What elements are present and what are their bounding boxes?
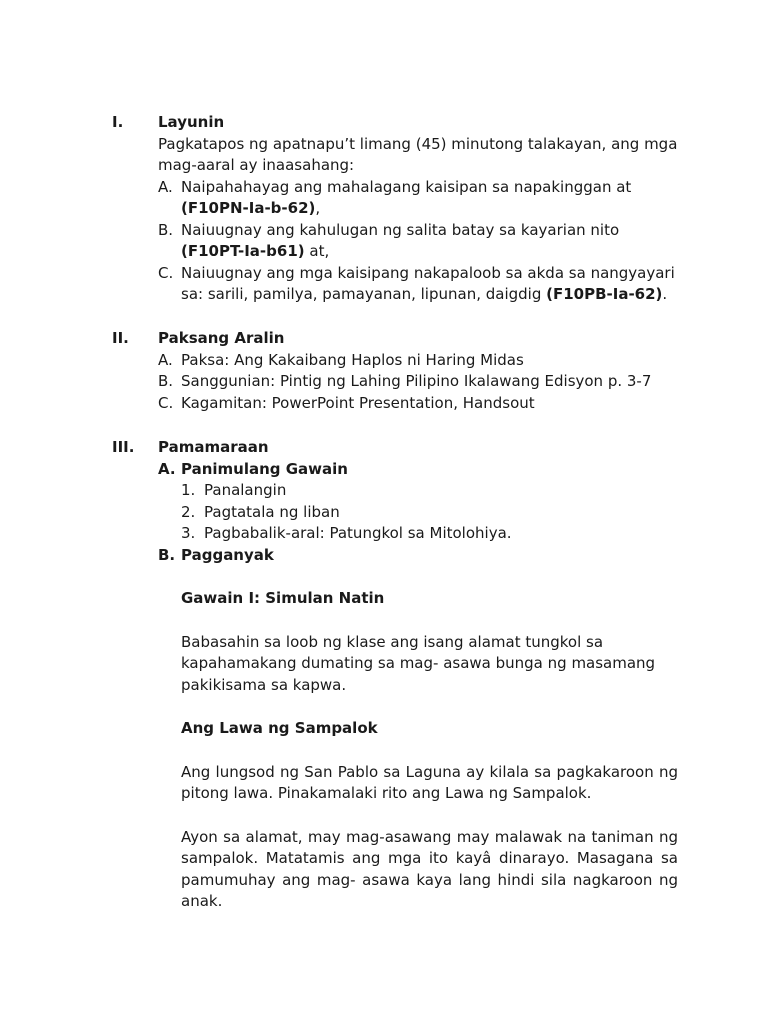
section-numeral: III. [112, 438, 135, 456]
list-item-text: Naiuugnay ang mga kaisipang nakapaloob sa akda sa nangyayari sa: sarili, pamilya, pamayanan, lipunan, daigdig [181, 263, 675, 303]
competency-code: (F10PT-Ia-b61) [181, 242, 305, 260]
competency-code: (F10PN-Ia-b-62) [181, 199, 316, 217]
story-paragraph-2: Ayon sa alamat, may mag-asawang may malawak na taniman ng sampalok. Matatamis ang mga ito kayâ dinarayo. Masagana sa pamumuhay ang mag- asawa kaya lang hindi sila nagkaroon ng anak. [181, 827, 678, 910]
list-item [158, 371, 678, 393]
list-item-text: Naiuugnay ang kahulugan ng salita batay sa kayarian nito [181, 220, 620, 239]
section-layunin [112, 112, 678, 306]
list-marker: C. [158, 393, 174, 412]
list-marker: A. [158, 350, 173, 369]
activity-text: Babasahin sa loob ng klase ang isang alamat tungkol sa kapahamakang dumating sa mag- asawa bunga ng masamang pakikisama sa kapwa. [181, 632, 656, 694]
procedure-list [158, 459, 678, 567]
list-marker: 1. [181, 481, 196, 499]
procedure-part-b [158, 545, 678, 567]
activity-block [181, 566, 678, 913]
list-marker: 2. [181, 502, 196, 521]
section-title: Paksang Aralin [158, 329, 285, 347]
part-title: Panimulang Gawain [181, 459, 348, 478]
topic-list [158, 350, 678, 415]
list-marker: A. [158, 459, 176, 478]
list-item [158, 220, 678, 263]
list-item [181, 523, 678, 545]
list-item [158, 177, 678, 220]
list-item-text: Sanggunian: Pintig ng Lahing Pilipino Ikalawang Edisyon p. 3-7 [181, 372, 652, 390]
list-item-suffix: , [315, 199, 321, 217]
section-paksang-aralin [112, 328, 678, 414]
list-marker: C. [158, 263, 174, 282]
list-item-text: Kagamitan: PowerPoint Presentation, Handsout [181, 393, 535, 412]
list-item-suffix: . [662, 285, 668, 303]
list-marker: B. [158, 545, 176, 564]
list-item-text: Pagtatala ng liban [204, 502, 340, 521]
section-title: Layunin [158, 113, 225, 131]
story-title: Ang Lawa ng Sampalok [181, 719, 378, 737]
section-numeral: II. [112, 329, 129, 347]
list-item-text: Pagbabalik-aral: Patungkol sa Mitolohiya. [204, 524, 512, 542]
list-marker: B. [158, 372, 174, 390]
list-item [181, 480, 678, 502]
list-item-text: Naipahahayag ang mahalagang kaisipan sa napakinggan at [181, 177, 632, 196]
procedure-part-a [158, 459, 678, 545]
list-item-text: Paksa: Ang Kakaibang Haplos ni Haring Midas [181, 350, 524, 369]
section-numeral: I. [112, 113, 124, 131]
list-item [181, 502, 678, 524]
preliminary-activities-list [181, 480, 678, 545]
section-title: Pamamaraan [158, 438, 269, 456]
part-title: Pagganyak [181, 545, 274, 564]
list-item [158, 350, 678, 372]
section-intro: Pagkatapos ng apatnapu’t limang (45) minutong talakayan, ang mga mag-aaral ay inaasahang: [158, 134, 678, 174]
competency-code: (F10PB-Ia-62) [546, 285, 663, 303]
activity-title: Gawain I: Simulan Natin [181, 589, 385, 607]
list-item-text: Panalangin [204, 481, 287, 499]
list-item-suffix: at, [304, 242, 330, 260]
objectives-list [158, 177, 678, 306]
list-marker: B. [158, 220, 174, 239]
list-item [158, 263, 678, 306]
list-marker: 3. [181, 524, 196, 542]
story-paragraph-1: Ang lungsod ng San Pablo sa Laguna ay kilala sa pagkakaroon ng pitong lawa. Pinakamalaki rito ang Lawa ng Sampalok. [181, 762, 678, 802]
section-pamamaraan [112, 437, 678, 913]
list-marker: A. [158, 177, 173, 196]
list-item [158, 393, 678, 415]
